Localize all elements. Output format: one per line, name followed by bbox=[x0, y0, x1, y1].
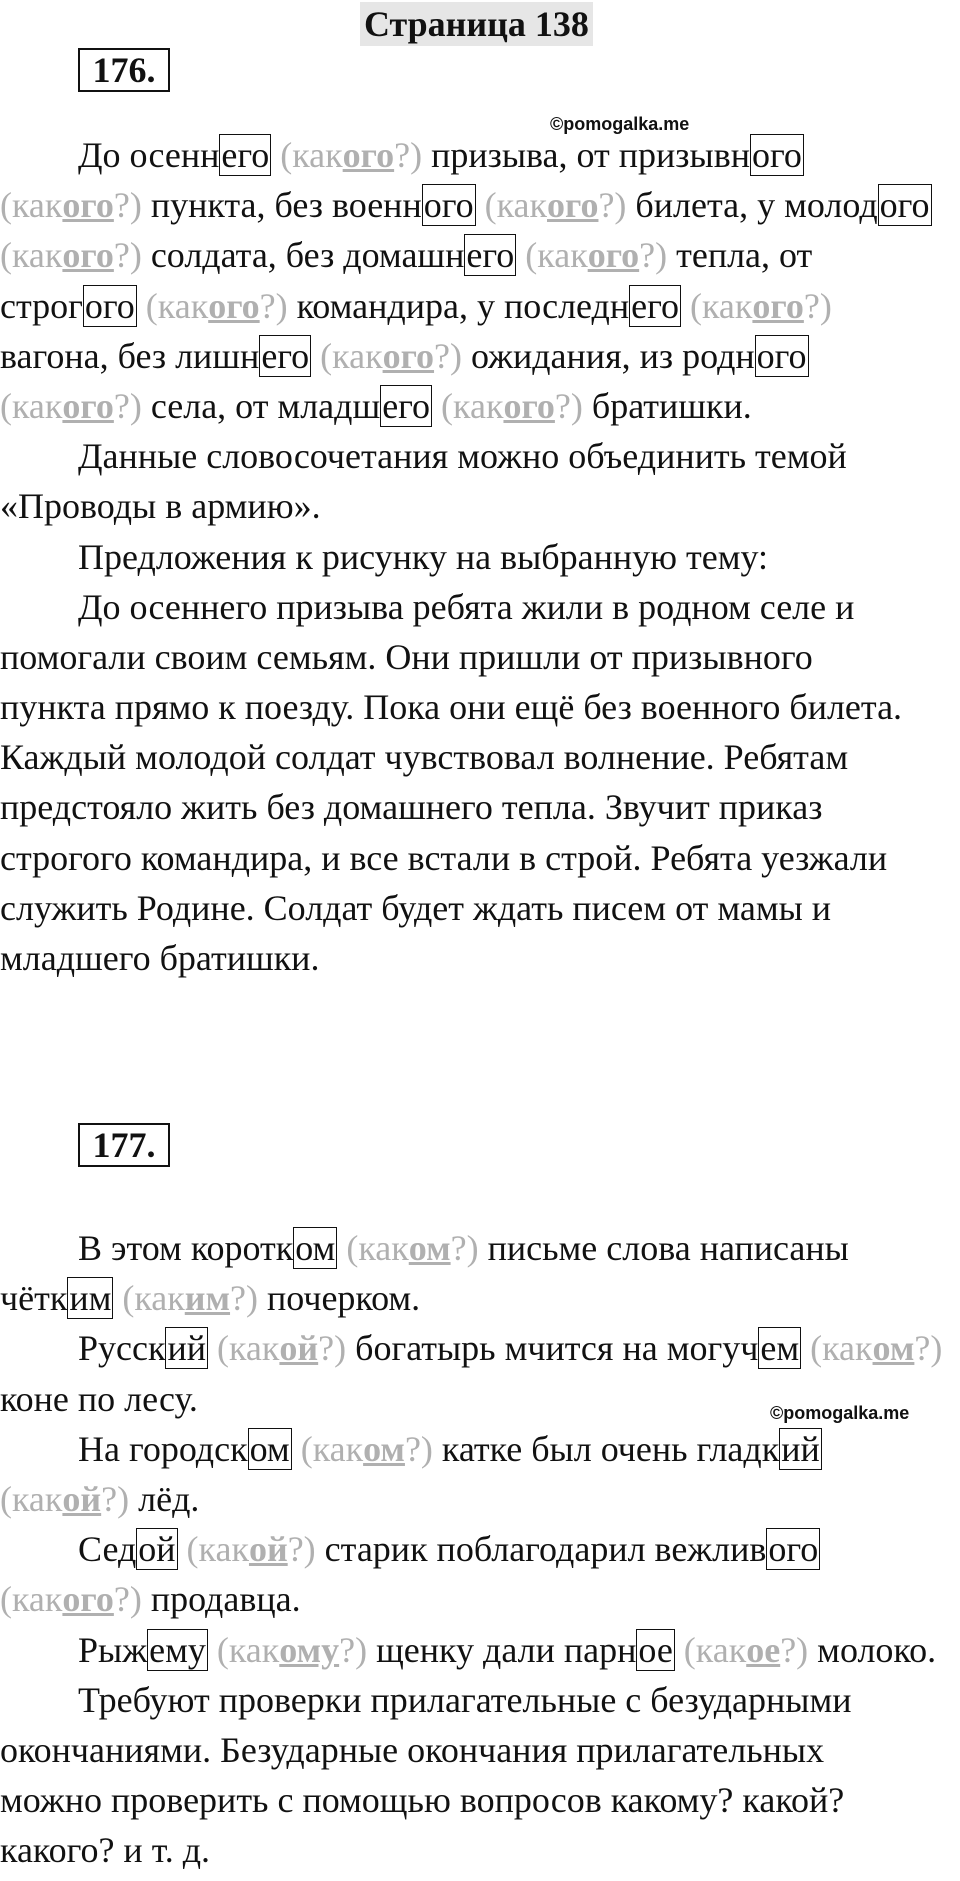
text-segment bbox=[208, 1328, 217, 1368]
text-segment: командира, у последн bbox=[287, 285, 630, 326]
question-text: (как bbox=[0, 185, 63, 226]
text-segment: лёд. bbox=[129, 1478, 200, 1519]
exercise-176-text bbox=[0, 130, 960, 983]
question-ending: ого bbox=[62, 235, 114, 276]
text-line bbox=[0, 1424, 960, 1474]
question-ending: ом bbox=[363, 1428, 405, 1469]
question-ending: ого bbox=[503, 385, 555, 426]
text-segment bbox=[516, 235, 525, 275]
text-segment: почерком. bbox=[258, 1278, 421, 1319]
text-line bbox=[0, 682, 960, 732]
page-title: Страница 138 bbox=[360, 2, 593, 46]
text-line bbox=[0, 632, 960, 682]
text-line bbox=[0, 1524, 960, 1574]
question-ending: ого bbox=[208, 285, 260, 326]
question-text: (как bbox=[320, 335, 383, 376]
question-text: ?) bbox=[803, 285, 832, 326]
question-text: (как bbox=[145, 285, 209, 326]
ending-box: ем bbox=[760, 1328, 800, 1369]
text-segment bbox=[292, 1429, 301, 1469]
question-ending: им bbox=[184, 1278, 231, 1319]
text-segment: богатырь мчится на могуч bbox=[346, 1328, 759, 1369]
question-text: (как bbox=[300, 1428, 364, 1469]
text-line bbox=[0, 833, 960, 883]
exercise-177-text bbox=[0, 1223, 960, 1875]
text-segment bbox=[178, 1529, 187, 1569]
text-line bbox=[0, 1625, 960, 1675]
ending-box: его bbox=[382, 385, 431, 426]
question-text: ?) bbox=[113, 385, 142, 426]
ending-box: ий bbox=[781, 1428, 820, 1469]
watermark-bottom: ©pomogalka.me bbox=[770, 1403, 910, 1423]
question-text: ?) bbox=[394, 135, 423, 175]
text-line bbox=[0, 281, 960, 331]
ending-box: ий bbox=[167, 1328, 206, 1369]
text-segment: В этом коротк bbox=[78, 1228, 294, 1268]
text-line bbox=[0, 1273, 960, 1323]
question-text: ?) bbox=[554, 385, 583, 426]
ending-box: ого bbox=[768, 1529, 819, 1570]
question-text: (как bbox=[346, 1228, 409, 1268]
text-segment bbox=[675, 1630, 684, 1670]
question-text: (как bbox=[216, 1629, 280, 1670]
text-segment: щенку дали парн bbox=[367, 1629, 637, 1670]
text-segment: До осенн bbox=[78, 135, 220, 175]
exercise-176-number: 176. bbox=[78, 48, 170, 92]
question-text: ?) bbox=[113, 1579, 142, 1620]
question-text: (как bbox=[525, 235, 588, 276]
question-ending: ой bbox=[62, 1478, 102, 1519]
text-segment: предстояло жить без домашнего тепла. Звучит приказ bbox=[0, 787, 823, 828]
text-segment: Предложения к рисунку на выбранную тему: bbox=[78, 536, 769, 577]
text-segment: младшего братишки. bbox=[0, 938, 320, 978]
text-line bbox=[0, 782, 960, 832]
ending-box: ом bbox=[249, 1428, 290, 1469]
text-segment bbox=[208, 1630, 217, 1670]
question-text: (как bbox=[186, 1529, 249, 1570]
question-text: ?) bbox=[230, 1278, 258, 1319]
question-text: ?) bbox=[113, 235, 142, 276]
question-text: (как bbox=[810, 1328, 873, 1369]
question-text: (как bbox=[280, 135, 343, 175]
text-segment: «Проводы в армию». bbox=[0, 486, 321, 527]
text-segment bbox=[681, 286, 690, 326]
question-text: ?) bbox=[113, 185, 142, 226]
text-segment: Требуют проверки прилагательные с безударными bbox=[78, 1679, 852, 1720]
text-segment: письме слова написаны bbox=[478, 1228, 849, 1268]
text-line bbox=[0, 1725, 960, 1775]
question-ending: ого bbox=[62, 1579, 114, 1620]
text-segment: какого? и т. д. bbox=[0, 1830, 211, 1871]
text-segment: На городск bbox=[78, 1428, 248, 1469]
text-segment: села, от младш bbox=[141, 385, 381, 426]
text-segment bbox=[137, 286, 146, 326]
text-segment bbox=[432, 386, 441, 426]
text-segment: старик поблагодарил вежлив bbox=[315, 1529, 767, 1570]
text-line bbox=[0, 732, 960, 782]
ending-box: ом bbox=[295, 1228, 336, 1268]
text-segment: строг bbox=[0, 285, 83, 326]
text-segment: Русск bbox=[78, 1328, 166, 1369]
text-line bbox=[0, 1775, 960, 1825]
text-line bbox=[0, 381, 960, 431]
text-segment: пункта, без военн bbox=[141, 185, 422, 226]
text-line bbox=[0, 1574, 960, 1624]
text-line bbox=[0, 180, 960, 230]
question-ending: ому bbox=[279, 1629, 340, 1670]
text-line bbox=[0, 1323, 960, 1373]
question-text: (как bbox=[690, 285, 753, 326]
ending-box: ое bbox=[638, 1629, 673, 1670]
text-line bbox=[0, 1825, 960, 1875]
text-segment: строгого командира, и все встали в строй. Ребята уезжали bbox=[0, 837, 888, 878]
ending-box: его bbox=[261, 335, 310, 376]
question-text: ?) bbox=[598, 185, 627, 226]
question-text: ?) bbox=[287, 1529, 316, 1570]
question-text: ?) bbox=[639, 235, 668, 276]
text-segment: Данные словосочетания можно объединить темой bbox=[78, 436, 847, 477]
text-segment: солдата, без домашн bbox=[141, 235, 465, 276]
text-segment: Каждый молодой солдат чувствовал волнение. Ребятам bbox=[0, 737, 849, 778]
question-text: ?) bbox=[318, 1328, 347, 1369]
ending-box: ого bbox=[423, 185, 474, 226]
question-ending: ом bbox=[872, 1328, 915, 1369]
text-segment: Рыж bbox=[78, 1629, 148, 1670]
question-ending: ого bbox=[547, 185, 599, 226]
text-line bbox=[0, 481, 960, 531]
text-segment bbox=[311, 336, 320, 376]
ending-box: ой bbox=[138, 1529, 176, 1570]
question-text: (как bbox=[122, 1278, 185, 1319]
text-segment: билета, у молод bbox=[626, 185, 878, 226]
text-segment: вагона, без лишн bbox=[0, 335, 260, 376]
text-segment bbox=[271, 135, 280, 175]
text-line bbox=[0, 933, 960, 983]
text-line bbox=[0, 1675, 960, 1725]
text-segment: призыва, от призывн bbox=[422, 135, 750, 175]
ending-box: его bbox=[631, 285, 679, 326]
question-text: (как bbox=[683, 1629, 747, 1670]
ending-box: его bbox=[221, 135, 270, 175]
question-ending: ого bbox=[342, 135, 395, 175]
text-segment bbox=[113, 1278, 122, 1318]
ending-box: им bbox=[69, 1278, 112, 1319]
question-text: (как bbox=[0, 1579, 63, 1620]
question-text: ?) bbox=[259, 285, 288, 326]
ending-box: ему bbox=[149, 1629, 206, 1670]
ending-box: ого bbox=[751, 135, 802, 175]
question-ending: ого bbox=[752, 285, 804, 326]
question-text: ?) bbox=[914, 1328, 943, 1369]
text-segment: окончаниями. Безударные окончания прилагательных bbox=[0, 1729, 825, 1770]
text-line bbox=[0, 1474, 960, 1524]
text-line bbox=[0, 230, 960, 280]
text-segment: коне по лесу. bbox=[0, 1378, 198, 1419]
text-segment: служить Родине. Солдат будет ждать писем от мамы и bbox=[0, 887, 832, 928]
text-line bbox=[0, 130, 960, 180]
question-text: ?) bbox=[101, 1478, 130, 1519]
text-segment bbox=[337, 1228, 346, 1268]
question-text: (как bbox=[0, 1478, 63, 1519]
question-ending: ого bbox=[62, 385, 114, 426]
question-text: (как bbox=[0, 235, 63, 276]
text-segment: можно проверить с помощью вопросов какому? какой? bbox=[0, 1780, 845, 1821]
question-text: (как bbox=[441, 385, 504, 426]
question-text: ?) bbox=[434, 335, 462, 376]
ending-box: ого bbox=[756, 335, 807, 376]
ending-box: ого bbox=[84, 285, 135, 326]
text-line bbox=[0, 1223, 960, 1273]
text-segment bbox=[801, 1328, 810, 1368]
question-ending: ой bbox=[248, 1529, 288, 1570]
question-text: ?) bbox=[339, 1629, 368, 1670]
text-segment: тепла, от bbox=[667, 235, 813, 276]
question-ending: ой bbox=[279, 1328, 319, 1369]
question-ending: ом bbox=[408, 1228, 451, 1268]
text-segment: помогали своим семьям. Они пришли от призывного bbox=[0, 636, 813, 677]
text-segment: молоко. bbox=[808, 1629, 937, 1670]
question-text: (как bbox=[217, 1328, 280, 1369]
question-text: (как bbox=[484, 185, 547, 226]
text-segment: чётк bbox=[0, 1278, 68, 1319]
text-line bbox=[0, 532, 960, 582]
ending-box: ого bbox=[879, 185, 930, 226]
question-text: ?) bbox=[404, 1428, 433, 1469]
question-ending: ого bbox=[587, 235, 640, 276]
question-text: ?) bbox=[450, 1228, 479, 1268]
text-line bbox=[0, 883, 960, 933]
question-text: (как bbox=[0, 385, 63, 426]
text-segment: До осеннего призыва ребята жили в родном селе и bbox=[78, 586, 855, 627]
question-ending: ого bbox=[382, 335, 435, 376]
text-line bbox=[0, 582, 960, 632]
text-segment: братишки. bbox=[582, 385, 752, 426]
text-segment bbox=[476, 185, 485, 225]
text-segment: катке был очень гладк bbox=[432, 1428, 780, 1469]
exercise-177-number: 177. bbox=[78, 1123, 170, 1167]
question-ending: ого bbox=[62, 185, 114, 226]
question-text: ?) bbox=[780, 1629, 809, 1670]
text-segment: пункта прямо к поезду. Пока они ещё без военного билета. bbox=[0, 687, 903, 728]
text-line bbox=[0, 431, 960, 481]
text-segment: продавца. bbox=[141, 1579, 301, 1620]
watermark-top: ©pomogalka.me bbox=[550, 114, 690, 134]
text-segment: Сед bbox=[78, 1529, 137, 1570]
ending-box: его bbox=[466, 235, 515, 276]
text-line bbox=[0, 331, 960, 381]
question-ending: ое bbox=[746, 1629, 781, 1670]
text-segment: ожидания, из родн bbox=[462, 335, 755, 376]
